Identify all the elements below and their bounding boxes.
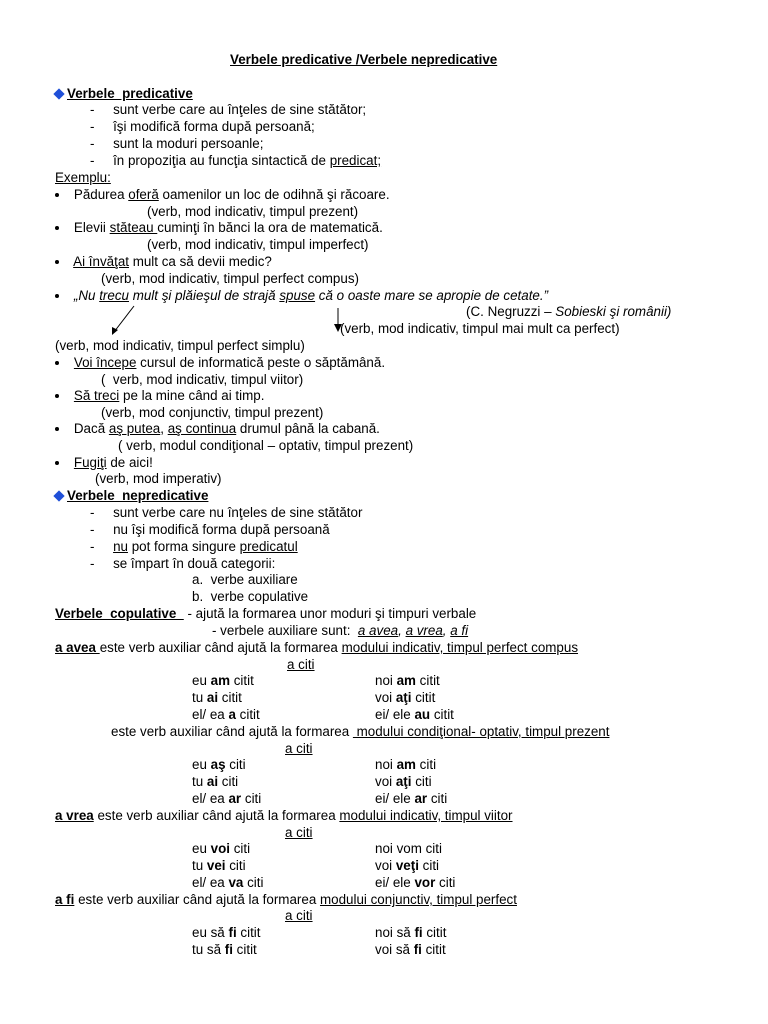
heading-text: Verbele predicative (67, 86, 193, 101)
conj-row: noi am citit (375, 673, 440, 688)
note-5: ( verb, mod indicativ, timpul viitor) (101, 372, 304, 387)
list-item: - sunt verbe care nu înţeles de sine stătător (90, 505, 363, 520)
conj-row: voi aţi citit (375, 690, 436, 705)
list-item: - îşi modifică forma după persoană; (90, 119, 315, 134)
conj-row: ei/ ele ar citi (375, 791, 448, 806)
category-a: a. verbe auxiliare (192, 572, 298, 587)
list-item: - sunt la moduri persoanle; (90, 136, 264, 151)
list-item: - în propoziţia au funcţia sintactică de predicat; (90, 153, 382, 168)
example-7: Dacă aş putea, aş continua drumul până la cabană. (55, 421, 380, 437)
list-item: - nu pot forma singure predicatul (90, 539, 298, 554)
example-4: „Nu trecu mult şi plăieşul de strajă spuse că o oaste mare se apropie de cetate.” (55, 288, 548, 304)
conj-row: eu să fi citit (192, 925, 261, 940)
diamond-bullet-icon (53, 491, 64, 502)
example-8: Fugiţi de aici! (55, 455, 153, 471)
avea-conditional-definition: este verb auxiliar când ajută la formarea modului condiţional- optativ, timpul prezent (111, 724, 610, 739)
conj-row: noi am citi (375, 757, 437, 772)
note-7: ( verb, modul condiţional – optativ, timpul prezent) (118, 438, 414, 453)
conj-row: tu să fi citit (192, 942, 257, 957)
conj-row: el/ ea ar citi (192, 791, 262, 806)
conj-row: eu aş citi (192, 757, 246, 772)
note-4-left: (verb, mod indicativ, timpul perfect simplu) (55, 338, 305, 353)
verb-label: a citi (285, 825, 313, 840)
conj-row: el/ ea va citi (192, 875, 264, 890)
auxiliary-list: - verbele auxiliare sunt: a avea, a vrea, a fi (212, 623, 469, 638)
conj-row: ei/ ele vor citi (375, 875, 456, 890)
example-4-source: (C. Negruzzi – Sobieski şi românii) (466, 304, 672, 319)
section-heading-nepredicative: Verbele nepredicative (55, 488, 208, 504)
note-4-right: (verb, mod indicativ, timpul mai mult ca perfect) (340, 321, 620, 336)
note-6: (verb, mod conjunctiv, timpul prezent) (101, 405, 324, 420)
example-6: Să treci pe la mine când ai timp. (55, 388, 264, 404)
bullet-icon (55, 361, 59, 365)
example-5: Voi începe cursul de informatică peste o săptămână. (55, 355, 385, 371)
category-b: b. verbe copulative (192, 589, 309, 604)
conj-row: eu am citit (192, 673, 254, 688)
conj-row: ei/ ele au citit (375, 707, 454, 722)
conj-row: tu ai citi (192, 774, 239, 789)
list-item: - sunt verbe care au înţeles de sine stătător; (90, 102, 367, 117)
page-title: Verbele predicative /Verbele nepredicative (230, 52, 498, 67)
list-item: - nu îşi modifică forma după persoană (90, 522, 330, 537)
conj-row: tu ai citit (192, 690, 242, 705)
bullet-icon (55, 394, 59, 398)
note-2: (verb, mod indicativ, timpul imperfect) (147, 237, 369, 252)
example-1: Pădurea oferă oamenilor un loc de odihnă şi răcoare. (55, 187, 390, 203)
conj-row: noi să fi citit (375, 925, 447, 940)
fi-definition: a fi este verb auxiliar când ajută la formarea modului conjunctiv, timpul perfect (55, 892, 517, 907)
conj-row: voi să fi citit (375, 942, 446, 957)
list-item: - se împart în două categorii: (90, 556, 276, 571)
bullet-icon (55, 427, 59, 431)
exemplu-label: Exemplu: (55, 170, 111, 185)
verb-label: a citi (285, 741, 313, 756)
bullet-icon (55, 461, 59, 465)
avea-definition: a avea este verb auxiliar când ajută la formarea modului indicativ, timpul perfect compus (55, 640, 579, 655)
note-1: (verb, mod indicativ, timpul prezent) (147, 204, 359, 219)
verb-label: a citi (287, 657, 315, 672)
conj-row: voi veţi citi (375, 858, 440, 873)
note-8: (verb, mod imperativ) (95, 471, 222, 486)
conj-row: voi aţi citi (375, 774, 432, 789)
example-3: Ai învăţat mult ca să devii medic? (55, 254, 272, 270)
copulative-line: Verbele copulative - ajută la formarea unor moduri şi timpuri verbale (55, 606, 477, 621)
conj-row: eu voi citi (192, 841, 251, 856)
conj-row: noi vom citi (375, 841, 442, 856)
example-2: Elevii stăteau cuminţi în bănci la ora de matematică. (55, 220, 383, 236)
verb-label: a citi (285, 908, 313, 923)
conj-row: el/ ea a citit (192, 707, 260, 722)
vrea-definition: a vrea este verb auxiliar când ajută la formarea modului indicativ, timpul viitor (55, 808, 513, 823)
note-3: (verb, mod indicativ, timpul perfect compus) (101, 271, 359, 286)
conj-row: tu vei citi (192, 858, 246, 873)
